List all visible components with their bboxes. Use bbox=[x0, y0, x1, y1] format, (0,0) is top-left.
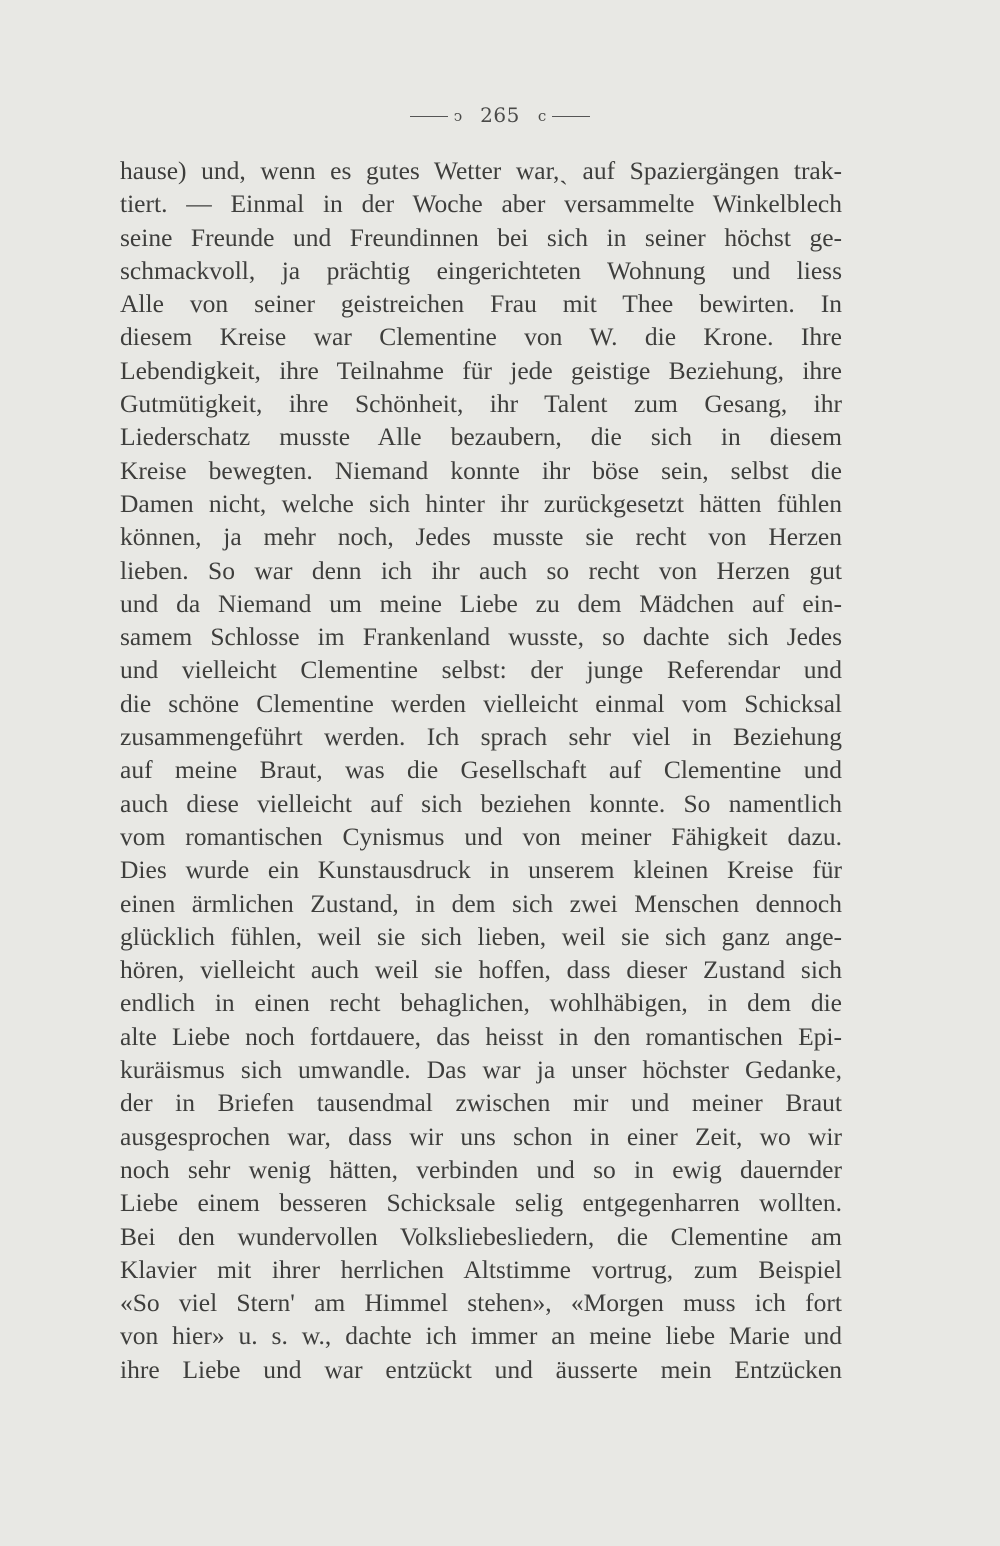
body-text bbox=[120, 154, 842, 1386]
text-line: «So viel Stern' am Himmel stehen», «Morgen muss ich fort bbox=[120, 1288, 842, 1318]
header-left-rule bbox=[410, 116, 448, 117]
text-line: Damen nicht, welche sich hinter ihr zurückgesetzt hätten fühlen bbox=[120, 488, 842, 518]
text-line: noch sehr wenig hätten, verbinden und so in ewig dauernder bbox=[120, 1154, 842, 1184]
text-line: Kreise bewegten. Niemand konnte ihr böse sein, selbst die bbox=[120, 455, 842, 485]
header-left-ornament: ↄ bbox=[453, 107, 463, 125]
page-number: 265 bbox=[480, 103, 520, 127]
text-line: Bei den wundervollen Volksliebesliedern, die Clementine am bbox=[120, 1221, 842, 1251]
text-line: vom romantischen Cynismus und von meiner Fähigkeit dazu. bbox=[120, 821, 842, 851]
text-line: von hier» u. s. w., dachte ich immer an meine liebe Marie und bbox=[120, 1321, 842, 1351]
text-line: und da Niemand um meine Liebe zu dem Mädchen auf ein- bbox=[120, 588, 842, 618]
text-line: einen ärmlichen Zustand, in dem sich zwei Menschen dennoch bbox=[120, 888, 842, 918]
text-line: lieben. So war denn ich ihr auch so recht von Herzen gut bbox=[120, 555, 842, 585]
text-line: die schöne Clementine werden vielleicht einmal vom Schicksal bbox=[120, 688, 842, 718]
text-line: Liebe einem besseren Schicksale selig entgegenharren wollten. bbox=[120, 1188, 842, 1218]
text-line: können, ja mehr noch, Jedes musste sie recht von Herzen bbox=[120, 522, 842, 552]
header-right-rule bbox=[552, 116, 590, 117]
text-line: diesem Kreise war Clementine von W. die Krone. Ihre bbox=[120, 322, 842, 352]
text-line: ihre Liebe und war entzückt und äusserte mein Entzücken bbox=[120, 1354, 842, 1384]
text-line: zusammengeführt werden. Ich sprach sehr viel in Beziehung bbox=[120, 722, 842, 752]
text-line: und vielleicht Clementine selbst: der junge Referendar und bbox=[120, 655, 842, 685]
text-line: schmackvoll, ja prächtig eingerichteten Wohnung und liess bbox=[120, 255, 842, 285]
text-line: auf meine Braut, was die Gesellschaft auf Clementine und bbox=[120, 755, 842, 785]
text-line: tiert. — Einmal in der Woche aber versammelte Winkelblech bbox=[120, 189, 842, 219]
header-right-ornament: c bbox=[537, 107, 547, 125]
running-header bbox=[0, 100, 1000, 130]
text-line: auch diese vielleicht auf sich beziehen konnte. So namentlich bbox=[120, 788, 842, 818]
text-line: ausgesprochen war, dass wir uns schon in einer Zeit, wo wir bbox=[120, 1121, 842, 1151]
text-line: Gutmütigkeit, ihre Schönheit, ihr Talent zum Gesang, ihr bbox=[120, 389, 842, 419]
text-line: Dies wurde ein Kunstausdruck in unserem kleinen Kreise für bbox=[120, 855, 842, 885]
text-line: seine Freunde und Freundinnen bei sich in seiner höchst ge- bbox=[120, 222, 842, 252]
text-line: hause) und, wenn es gutes Wetter war,ˎ auf Spaziergängen trak- bbox=[120, 156, 842, 185]
text-line: samem Schlosse im Frankenland wusste, so dachte sich Jedes bbox=[120, 622, 842, 652]
text-line: glücklich fühlen, weil sie sich lieben, weil sie sich ganz ange- bbox=[120, 921, 842, 951]
text-line: hören, vielleicht auch weil sie hoffen, dass dieser Zustand sich bbox=[120, 955, 842, 985]
text-line: Lebendigkeit, ihre Teilnahme für jede geistige Beziehung, ihre bbox=[120, 355, 842, 385]
text-line: der in Briefen tausendmal zwischen mir und meiner Braut bbox=[120, 1088, 842, 1118]
text-line: Klavier mit ihrer herrlichen Altstimme vortrug, zum Beispiel bbox=[120, 1254, 842, 1284]
text-line: endlich in einen recht behaglichen, wohlhäbigen, in dem die bbox=[120, 988, 842, 1018]
text-line: kuräismus sich umwandle. Das war ja unser höchster Gedanke, bbox=[120, 1055, 842, 1085]
text-line: alte Liebe noch fortdauere, das heisst in den romantischen Epi- bbox=[120, 1021, 842, 1051]
text-line: Liederschatz musste Alle bezaubern, die sich in diesem bbox=[120, 422, 842, 452]
text-line: Alle von seiner geistreichen Frau mit Thee bewirten. In bbox=[120, 289, 842, 319]
